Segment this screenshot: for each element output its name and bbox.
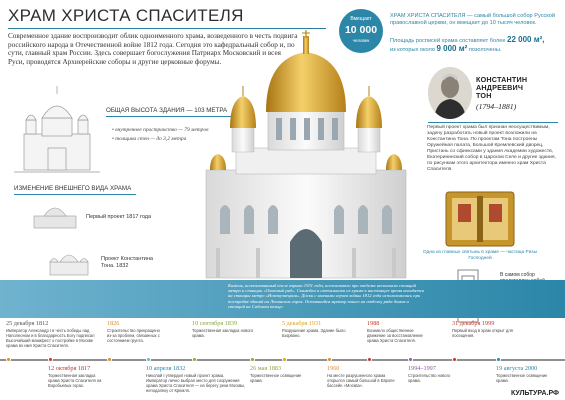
timeline-dot [327,357,332,362]
timeline-dot [48,357,53,362]
architect-portrait-image [428,67,472,119]
timeline-event-date: 10 апреля 1832 [146,365,186,372]
timeline-dot [408,357,413,362]
changes-divider [14,194,136,195]
timeline-event-2000 [496,365,560,383]
architect-portrait [428,67,472,119]
timeline-event-1832 [146,365,246,393]
timeline-dot [107,357,112,362]
timeline-event-text: Николай I утвердил новый проект храма. Император лично выбрал место для сооружения храма Христа Спасителя — на берегу реки Москвы, неподалеку от Кремля. [146,373,246,393]
timeline-event-text: Возникло общественное движение за восстановление храма Христа Спасителя. [367,328,423,343]
timeline-event-date: 5 декабря 1931 [282,320,322,327]
project-1832-thumbnail [44,244,94,276]
timeline-event-text: Строительство прекращено из-за проблем, связанных с состоянием грунта. [107,328,160,343]
timeline-dot [496,357,501,362]
cathedral-illustration [196,30,416,280]
gold-suffix: позолочены. [468,47,502,53]
timeline-event-1999 [452,320,516,338]
timeline-event-1960 [327,365,399,388]
timeline-event-date: 26 мая 1883 [250,365,282,372]
timeline-event-date: 10 сентября 1839 [192,320,238,327]
timeline-event-1988 [367,320,433,343]
timeline-event-1812 [6,320,106,348]
brand-logo[interactable]: КУЛЬТУРА.РФ [510,390,559,397]
relic-caption: Одна из главных святынь в храме — частица Ризы Господней [422,250,538,261]
timeline-event-text: Торжественное освящение храма. [496,373,548,383]
timeline-dot [146,357,151,362]
timeline-event-date: 19 августа 2000 [496,365,538,372]
timeline-event-date: 1826 [107,320,120,327]
page-title: ХРАМ ХРИСТА СПАСИТЕЛЯ [8,6,244,25]
timeline-dot [282,357,287,362]
timeline-event-1826 [107,320,165,343]
height-item-walls: • толщина стен — до 3,2 метра [112,135,187,142]
gold-value: 9 000 м² [436,44,468,53]
project-1817-label: Первый проект 1817 года [86,214,152,220]
height-title: ОБЩАЯ ВЫСОТА ЗДАНИЯ — 103 МЕТРА [106,107,228,114]
timeline-event-text: Разрушение храма. Здание было взорвано. [282,328,346,338]
metro-facts-text: Камень, использованный после взрыва 1931 года, использовали при отделке нескольких станций метро и станции «Охотный ряд». Скамейки и светильники из храма в настоящее время находятся на станции метро «Новокузнецкая». Доски с именами героев войны 1812 года использовались при постройке зданий на Ленинских горах. Оставшийся мрамор пошел на отделку ряда домов и станций на Садовом кольце. [228,283,424,309]
relic-icon-illustration [444,190,516,248]
project-1832-label: Проект Константина Тона. 1832 [101,256,153,269]
timeline-event-date: 25 декабря 1812 [6,320,49,327]
timeline-event-date: 1988 [367,320,380,327]
timeline-event-text: На месте разрушенного храма открылся самый большой в Европе бассейн «Москва». [327,373,395,388]
timeline-event-text: Торжественная закладка нового храма. [192,328,254,338]
timeline-dot [250,357,255,362]
changes-title: ИЗМЕНЕНИЕ ВНЕШНЕГО ВИДА ХРАМА [14,185,132,192]
visitors-badge-label-bottom: человек [352,38,370,43]
timeline-event-1883 [250,365,310,383]
timeline-dot [6,357,11,362]
timeline-event-date: 1994–1997 [408,365,436,372]
timeline-event-date: 31 декабря 1999 [452,320,495,327]
timeline-event-date: 12 октября 1817 [48,365,91,372]
timeline-dot [452,357,457,362]
intro-text: Современное здание воспроизводит облик одноименного храма, возведенного в честь подвига российского народа в Отечественной войне 1812 года. Сегодня это кафедральный собор и, по сути, главный храм России. Здесь совершает богослужения Патриарх Московский и всея Руси, проводятся Архиерейские соборы и другие церковные форумы. [8,32,298,66]
architect-bio: Первый проект храма был признан неосуществимым, задачу разработать новый проект возложили на Константина Тона. По проектам Тона построены Оружейная палата, Большой Кремлевский дворец, Пристань со сфинксами у здания Академии художеств, Екатерининский собор в Царском Селе и другие здания, по рисункам этого архитектора именно храм Христа Спасителя. [427,125,556,172]
timeline-event-text: Император Александр I в честь победы над Наполеоном и в благодарность Богу подписал Высочайший манифест о постройке в Москве храма во имя Христа Спасителя. [6,328,95,348]
timeline-dot [192,357,197,362]
area-prefix: Площадь росписей храма составляет более [390,38,506,44]
timeline-event-1839 [192,320,254,338]
architect-name: КОНСТАНТИН АНДРЕЕВИЧ ТОН [476,75,528,100]
title-divider [8,28,326,29]
architect-divider [428,122,558,123]
cross-plan-text: В самом собор [500,272,535,278]
timeline-event-date: 1960 [327,365,340,372]
timeline-event-1817 [48,365,106,388]
visitors-badge-number: 10 000 [344,24,378,36]
area-value: 22 000 м², [507,35,545,44]
project-1817-thumbnail [30,200,80,230]
timeline-event-text: Первый вход в храм открыт для посещения. [452,328,513,338]
gold-prefix: из которых около [390,47,435,53]
church-sketch-illustration [12,84,102,176]
visitors-badge-label-top: Вмещает [350,16,372,22]
timeline-event-text: Торжественная закладка храма Христа Спасителя на Воробьевых горах. [48,373,102,388]
largest-church-text: ХРАМ ХРИСТА СПАСИТЕЛЯ — самый большой собор Русской православной церкви, он вмещает до 10 тысяч человек. [390,13,556,26]
timeline-dot [367,357,372,362]
timeline-event-1931 [282,320,348,338]
timeline-event-text: Торжественное освящение храма. [250,373,302,383]
height-item-inner: • внутреннее пространство — 79 метров [112,127,209,133]
timeline-event-1994 [408,365,458,383]
height-list [112,126,208,143]
timeline-event-text: Строительство нового храма. [408,373,451,383]
architect-years: (1794–1881) [476,102,517,111]
